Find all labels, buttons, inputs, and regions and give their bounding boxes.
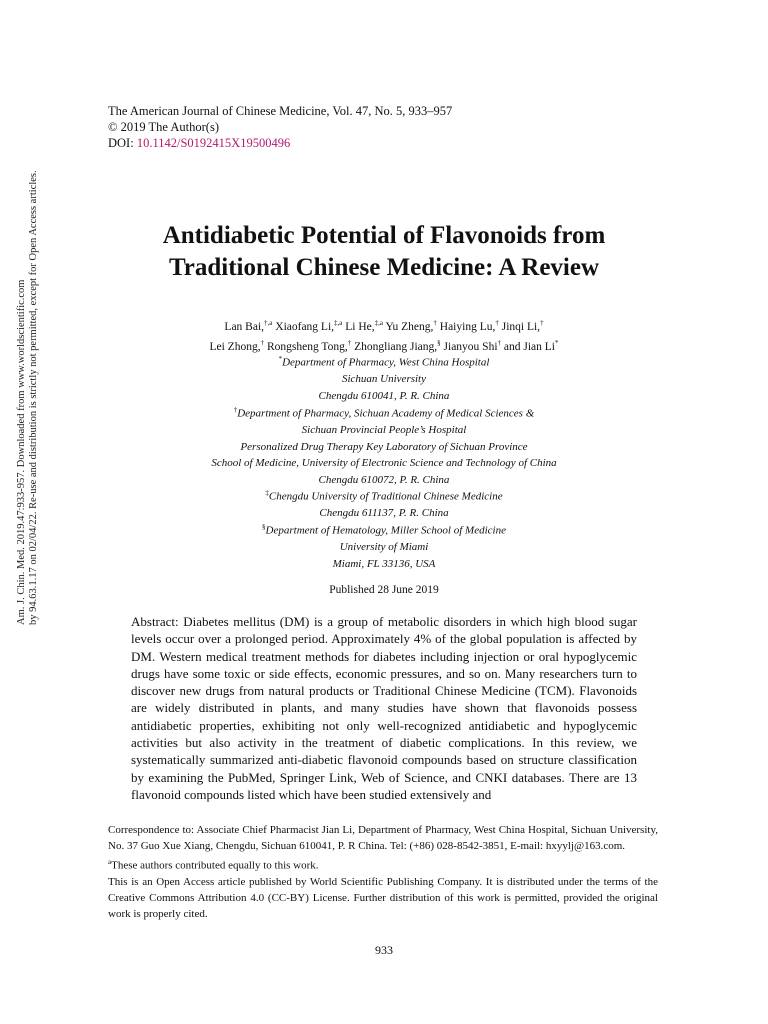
article-title — [100, 220, 668, 284]
affiliation-line: †Department of Pharmacy, Sichuan Academy of Medical Sciences & — [233, 406, 535, 420]
author: Lei Zhong,† — [209, 338, 265, 353]
affiliation-line: School of Medicine, University of Electronic Science and Technology of China — [211, 457, 557, 470]
footnotes — [108, 822, 658, 922]
doi-line — [108, 135, 452, 151]
author: Yu Zheng,† — [385, 319, 437, 333]
affiliation-west-china — [130, 351, 638, 404]
affiliation-line: Chengdu 610072, P. R. China — [318, 473, 450, 486]
author: Jianyou Shi† — [443, 338, 502, 353]
affiliation-line: Sichuan Provincial People’s Hospital — [301, 424, 467, 437]
affiliation-sichuan-academy — [130, 402, 638, 488]
author: Zhongliang Jiang,§ — [354, 338, 441, 353]
author: Li He,$^{\ddagger,a}$ — [345, 319, 384, 333]
journal-header — [108, 103, 452, 151]
doi-link[interactable]: 10.1142/S0192415X19500496 — [136, 136, 291, 150]
affiliation-line: Personalized Drug Therapy Key Laboratory of Sichuan Province — [240, 440, 528, 453]
affiliation-chengdu-tcm — [130, 485, 638, 522]
abstract: Abstract: Diabetes mellitus (DM) is a group of metabolic disorders in which high blood sugar levels occur over a prolonged period. Approximately 4% of the global population is affected by DM. Western medical treatment methods for diabetes including injection or oral hypoglycemic drugs have some toxic or side effects, economic pressures, and so on. Many researchers turn to discover new drugs from natural products or Traditional Chinese Medicine (TCM). Flavonoids are widely distributed in plants, and many studies have shown that flavonoids possess antidiabetic properties, exhibiting not only well-recognized antidiabetic and hypoglycemic activities but also activity in the treatment of diabetic complications. In this review, we systematically summarized anti-diabetic flavonoid compounds based on structure classification by examining the PubMed, Springer Link, Web of Science, and CNKI databases. There are 13 flavonoid compounds listed which have been studied extensively and — [131, 614, 637, 802]
affiliation-miami — [130, 519, 638, 572]
title-line-1: Antidiabetic Potential of Flavonoids from — [162, 222, 606, 249]
download-notice — [16, 170, 40, 625]
copyright: © 2019 The Author(s) — [108, 120, 219, 134]
author: Rongsheng Tong,† — [266, 338, 352, 353]
author: Lan Bai,$^{\dagger,a}$ — [224, 319, 273, 333]
published-date: Published 28 June 2019 — [329, 584, 439, 596]
page-number: 933 — [375, 943, 393, 957]
author: Jinqi Li,† — [501, 319, 544, 333]
affiliation-line: Sichuan University — [341, 373, 426, 386]
author: and Jian Li* — [503, 338, 559, 353]
affiliation-line: University of Miami — [339, 541, 429, 554]
open-access-note: This is an Open Access article published by World Scientific Publishing Company. It is distributed under the terms of the Creative Commons Attribution 4.0 (CC-BY) License. Further distribution of this work is permitted, provided the original work is properly cited. — [108, 875, 658, 920]
author-line-1 — [130, 315, 638, 335]
affiliation-line: Chengdu 611137, P. R. China — [319, 507, 449, 520]
affiliation-line: ‡Chengdu University of Traditional Chinese Medicine — [265, 489, 503, 503]
author: Xiaofang Li,$^{\ddagger,a}$ — [275, 319, 343, 333]
affiliation-line: Chengdu 610041, P. R. China — [318, 389, 450, 402]
journal-citation: The American Journal of Chinese Medicine, Vol. 47, No. 5, 933–957 — [108, 104, 453, 118]
download-notice-line2: by 94.63.1.17 on 02/04/22. Re-use and distribution is strictly not permitted, except for Open Access articles. — [28, 170, 39, 625]
affiliation-line: *Department of Pharmacy, West China Hospital — [278, 355, 490, 369]
title-line-2: Traditional Chinese Medicine: A Review — [168, 254, 600, 281]
doi-label: DOI: — [108, 136, 134, 150]
affiliation-line: §Department of Hematology, Miller School of Medicine — [262, 523, 506, 537]
correspondence-note: Correspondence to: Associate Chief Pharmacist Jian Li, Department of Pharmacy, West China Hospital, Sichuan University, No. 37 Guo Xue Xiang, Chengdu, Sichuan 610041, P. R China. Tel: (+86) 028-8542-3851, E-mail: hxyylj@163.com. — [108, 824, 658, 852]
download-notice-line1: Am. J. Chin. Med. 2019.47:933-957. Downloaded from www.worldscientific.com — [16, 279, 27, 625]
equal-contribution-note: $^a$These authors contributed equally to this work. — [108, 858, 319, 872]
affiliation-line: Miami, FL 33136, USA — [332, 557, 436, 570]
author-list — [130, 315, 638, 355]
author: Haiying Lu,† — [439, 319, 499, 333]
